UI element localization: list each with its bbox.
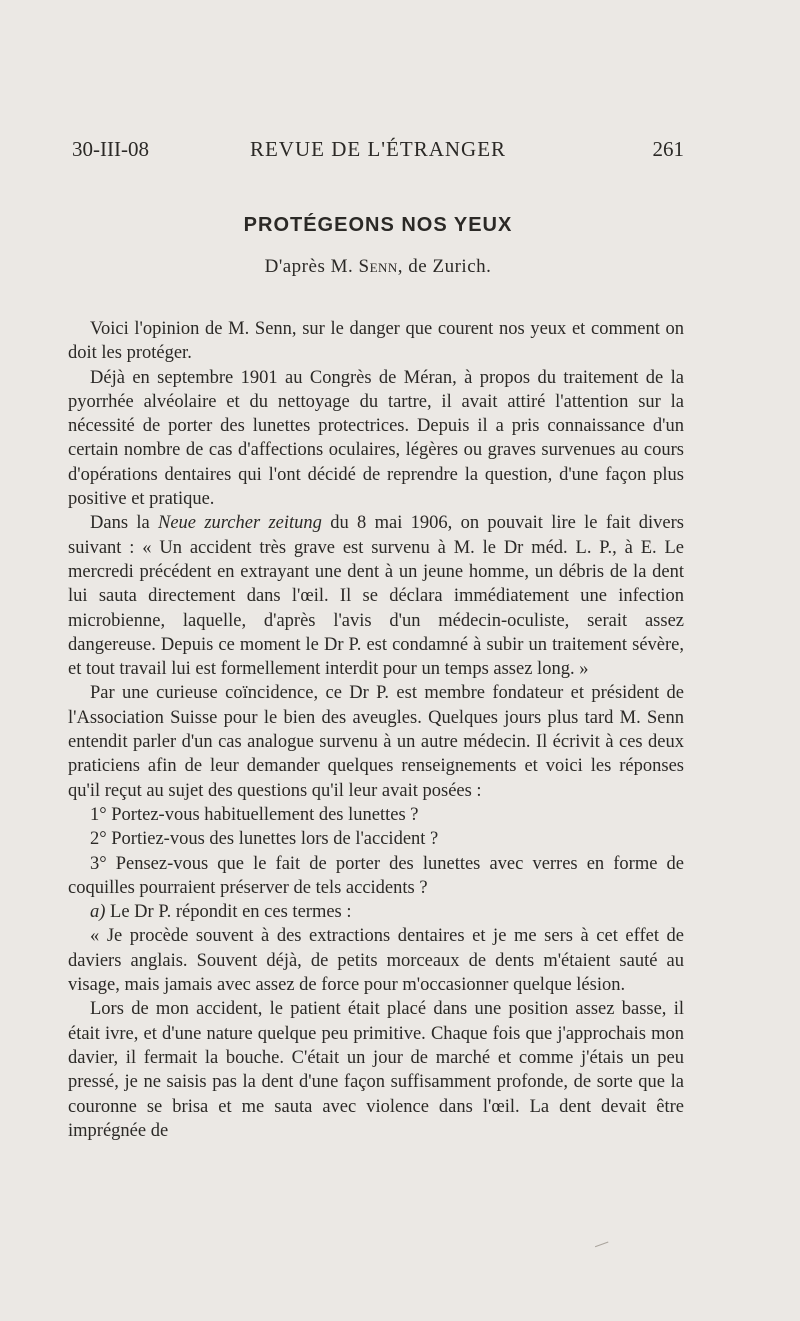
question-1: 1° Portez-vous habituellement des lunettes ? — [90, 804, 419, 825]
paragraph-quote-start: « Je procède souvent à des extractions dentaires et je me sers à cet effet de daviers anglais. Souvent déjà, de petits morceaux de dents m'étaient sauté au visage, mais jamais avec assez de force pour m'occasionner quelque lésion. — [68, 926, 684, 996]
paragraph-newspaper — [68, 511, 684, 681]
journal-title: REVUE DE L'ÉTRANGER — [249, 137, 507, 161]
article-body — [68, 317, 684, 1143]
paragraph-newspaper-body: du 8 mai 1906, on pouvait lire le fait divers suivant : « Un accident très grave est survenu à M. le Dr méd. L. P., à E. Le mercredi précédent en extrayant une dent à un jeune homme, un débris de la dent lui sauta directement dans l'œil. Il se déclara immédiatement une infection microbienne, laquelle, d'après l'avis d'un médecin-oculiste, serait assez dangereuse. Depuis ce moment le Dr P. est condamné à subir un traitement sévère, et tout travail lui est formellement interdit pour un temps assez long. » — [68, 513, 684, 680]
paragraph-coincidence: Par une curieuse coïncidence, ce Dr P. est membre fondateur et président de l'Association Suisse pour le bien des aveugles. Quelques jours plus tard M. Senn entendit parler d'un cas analogue survenu à un autre médecin. Il écrivit à ces deux praticiens afin de leur demander quelques renseignements et voici les réponses qu'il reçut au sujet des questions qu'il leur avait posées : — [68, 683, 684, 801]
question-3: 3° Pensez-vous que le fait de porter des lunettes avec verres en forme de coquilles pourraient préserver de tels accidents ? — [68, 853, 684, 898]
page-number: 261 — [652, 137, 684, 161]
running-header — [72, 137, 684, 167]
newspaper-name: Neue zurcher zeitung — [158, 513, 322, 534]
paragraph-congress: Déjà en septembre 1901 au Congrès de Méran, à propos du traitement de la pyorrhée alvéolaire et du nettoyage du tartre, il avait attiré l'attention sur la nécessité de porter des lunettes protectrices. Depuis il a pris connaissance d'un certain nombre de cas d'affections oculaires, légères ou graves survenues au cours d'opérations dentaires qui l'ont décidé de reprendre la question, d'une façon plus positive et pratique. — [68, 367, 684, 510]
article-subtitle — [0, 256, 756, 278]
pencil-mark — [594, 1238, 609, 1247]
paragraph-newspaper-lead: Dans la — [90, 513, 158, 534]
subtitle-author: Senn — [358, 256, 398, 277]
answer-intro-text: Le Dr P. répondit en ces termes : — [105, 902, 352, 923]
subtitle-prefix: D'après M. — [264, 256, 359, 277]
article-title: PROTÉGEONS NOS YEUX — [243, 214, 513, 236]
answer-intro — [68, 900, 684, 924]
paragraph-intro: Voici l'opinion de M. Senn, sur le danger que courent nos yeux et comment on doit les protéger. — [68, 319, 684, 364]
subtitle-suffix: , de Zurich. — [397, 256, 492, 277]
question-2: 2° Portiez-vous des lunettes lors de l'accident ? — [90, 829, 439, 850]
answer-label: a) — [90, 902, 106, 923]
issue-date: 30-III-08 — [72, 137, 149, 161]
paragraph-accident: Lors de mon accident, le patient était placé dans une position assez basse, il était ivre, et d'une nature quelque peu primitive. Chaque fois que j'approchais mon davier, il fermait la bouche. C'était un jour de marché et comme j'étais un peu pressé, je ne saisis pas la dent d'une façon suffisamment profonde, de sorte que la couronne se brisa et me sauta avec violence dans l'œil. La dent devait être imprégnée de — [68, 999, 684, 1141]
